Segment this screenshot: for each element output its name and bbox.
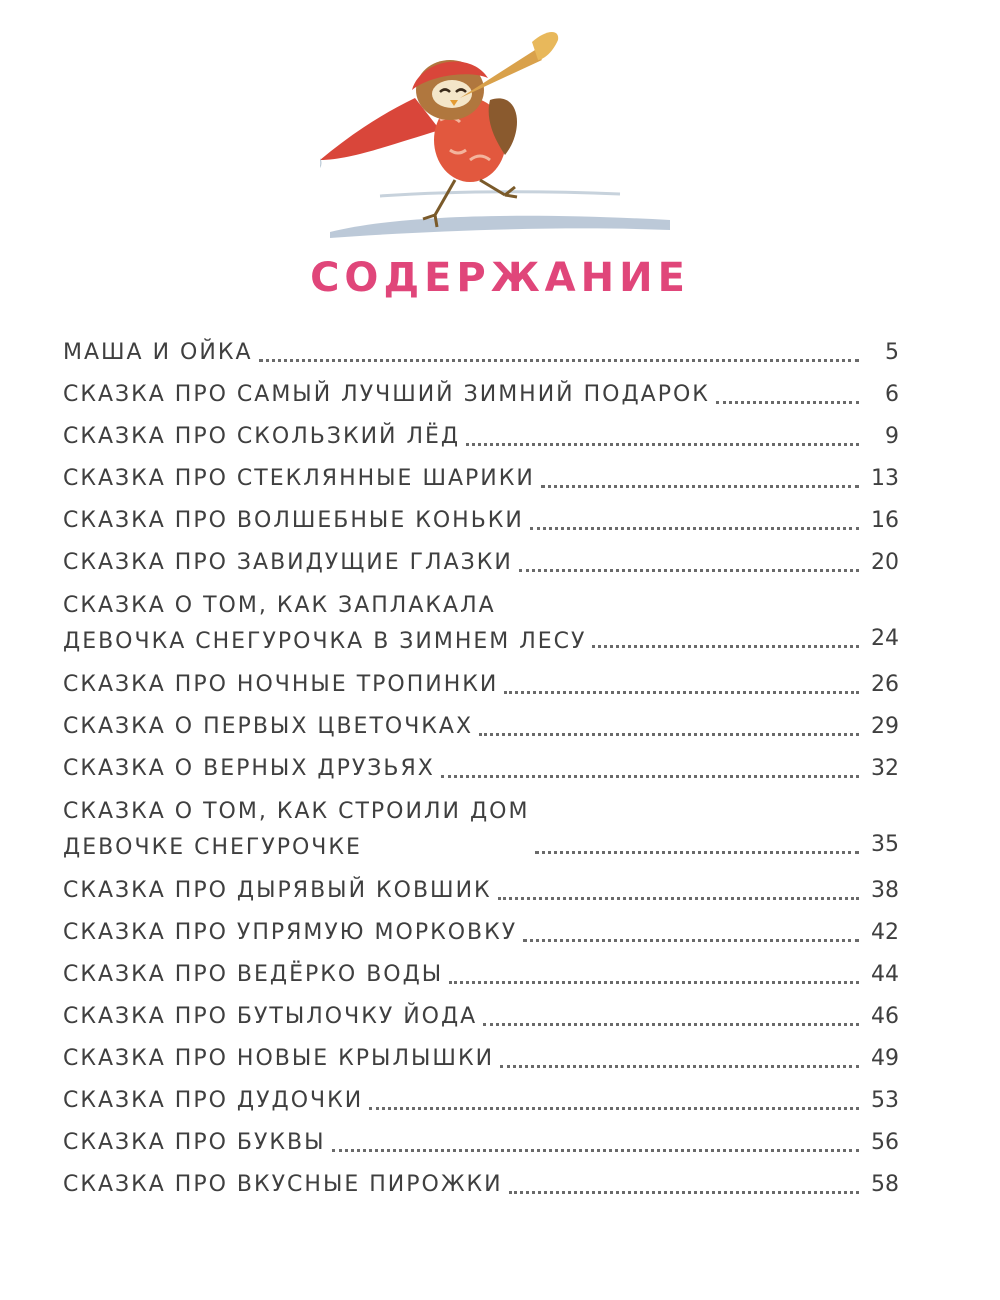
toc-entry-title: СКАЗКА ПРО СКОЛЬЗКИЙ ЛЁД xyxy=(63,424,461,449)
toc-entry-page: 44 xyxy=(871,962,899,987)
toc-entry xyxy=(63,664,899,706)
toc-dot-leader xyxy=(535,851,859,854)
table-of-contents xyxy=(63,332,899,1206)
toc-entry xyxy=(63,794,899,866)
toc-entry xyxy=(63,1122,899,1164)
toc-entry xyxy=(63,912,899,954)
toc-dot-leader xyxy=(500,1065,859,1068)
toc-entry xyxy=(63,542,899,584)
toc-dot-leader xyxy=(523,939,859,942)
owlet-illustration xyxy=(320,20,680,245)
toc-entry-page: 35 xyxy=(871,832,899,857)
toc-entry xyxy=(63,706,899,748)
toc-entry-title: СКАЗКА ПРО ВОЛШЕБНЫЕ КОНЬКИ xyxy=(63,508,524,533)
toc-entry-page: 38 xyxy=(871,878,899,903)
toc-entry-page: 9 xyxy=(885,424,899,449)
toc-entry-title: СКАЗКА ПРО БУТЫЛОЧКУ ЙОДА xyxy=(63,1004,478,1029)
toc-entry-title: СКАЗКА ПРО СТЕКЛЯННЫЕ ШАРИКИ xyxy=(63,466,535,491)
toc-entry-title: МАША И ОЙКА xyxy=(63,340,253,365)
toc-dot-leader xyxy=(369,1107,859,1110)
toc-entry xyxy=(63,374,899,416)
toc-entry-page: 56 xyxy=(871,1130,899,1155)
toc-entry-page: 46 xyxy=(871,1004,899,1029)
toc-entry xyxy=(63,332,899,374)
toc-entry-title: СКАЗКА ПРО САМЫЙ ЛУЧШИЙ ЗИМНИЙ ПОДАРОК xyxy=(63,382,710,407)
toc-entry-title: СКАЗКА ПРО НОВЫЕ КРЫЛЫШКИ xyxy=(63,1046,495,1071)
toc-entry-page: 53 xyxy=(871,1088,899,1113)
toc-entry-page: 42 xyxy=(871,920,899,945)
toc-entry-page: 49 xyxy=(871,1046,899,1071)
toc-entry-page: 20 xyxy=(871,550,899,575)
pompom-icon xyxy=(320,154,321,172)
toc-dot-leader xyxy=(519,569,859,572)
toc-dot-leader xyxy=(716,401,859,404)
toc-entry-title: СКАЗКА ПРО УПРЯМУЮ МОРКОВКУ xyxy=(63,920,518,945)
toc-entry-page: 16 xyxy=(871,508,899,533)
toc-dot-leader xyxy=(479,733,859,736)
toc-entry-page: 29 xyxy=(871,714,899,739)
toc-entry xyxy=(63,870,899,912)
hat-icon xyxy=(320,98,440,160)
toc-dot-leader xyxy=(483,1023,859,1026)
toc-entry-page: 24 xyxy=(871,626,899,651)
snow-ground xyxy=(330,216,670,238)
toc-entry-title: СКАЗКА О ТОМ, КАК СТРОИЛИ ДОМ ДЕВОЧКЕ СНЕГУРОЧКЕ xyxy=(63,799,530,860)
toc-entry xyxy=(63,1164,899,1206)
toc-dot-leader xyxy=(504,691,859,694)
toc-entry-title: СКАЗКА ПРО ДЫРЯВЫЙ КОВШИК xyxy=(63,878,492,903)
toc-entry-page: 5 xyxy=(885,340,899,365)
toc-entry-title: СКАЗКА О ВЕРНЫХ ДРУЗЬЯХ xyxy=(63,756,435,781)
toc-dot-leader xyxy=(449,981,859,984)
toc-entry-title: СКАЗКА ПРО ВКУСНЫЕ ПИРОЖКИ xyxy=(63,1172,503,1197)
toc-entry xyxy=(63,1038,899,1080)
toc-entry-title: СКАЗКА ПРО БУКВЫ xyxy=(63,1130,326,1155)
toc-dot-leader xyxy=(592,645,859,648)
toc-entry-title: СКАЗКА ПРО ЗАВИДУЩИЕ ГЛАЗКИ xyxy=(63,550,513,575)
toc-dot-leader xyxy=(466,443,859,446)
toc-dot-leader xyxy=(530,527,859,530)
toc-entry-title: СКАЗКА ПРО НОЧНЫЕ ТРОПИНКИ xyxy=(63,672,499,697)
toc-entry-page: 26 xyxy=(871,672,899,697)
toc-entry-title: СКАЗКА ПРО ВЕДЁРКО ВОДЫ xyxy=(63,962,444,987)
toc-dot-leader xyxy=(332,1149,859,1152)
toc-entry-title: СКАЗКА ПРО ДУДОЧКИ xyxy=(63,1088,364,1113)
toc-entry-page: 58 xyxy=(871,1172,899,1197)
toc-entry xyxy=(63,416,899,458)
toc-dot-leader xyxy=(498,897,859,900)
toc-entry-title: СКАЗКА О ПЕРВЫХ ЦВЕТОЧКАХ xyxy=(63,714,474,739)
toc-entry xyxy=(63,458,899,500)
toc-entry-page: 32 xyxy=(871,756,899,781)
toc-entry-page: 6 xyxy=(885,382,899,407)
toc-entry xyxy=(63,748,899,790)
toc-entry xyxy=(63,996,899,1038)
toc-dot-leader xyxy=(441,775,859,778)
toc-dot-leader xyxy=(509,1191,859,1194)
toc-entry xyxy=(63,588,899,660)
toc-dot-leader xyxy=(259,359,860,362)
toc-entry-title: СКАЗКА О ТОМ, КАК ЗАПЛАКАЛА ДЕВОЧКА СНЕГУРОЧКА В ЗИМНЕМ ЛЕСУ xyxy=(63,593,587,654)
toc-dot-leader xyxy=(541,485,859,488)
toc-entry xyxy=(63,1080,899,1122)
toc-entry xyxy=(63,954,899,996)
toc-entry-page: 13 xyxy=(871,466,899,491)
page-title: СОДЕРЖАНИЕ xyxy=(310,255,690,301)
toc-entry xyxy=(63,500,899,542)
